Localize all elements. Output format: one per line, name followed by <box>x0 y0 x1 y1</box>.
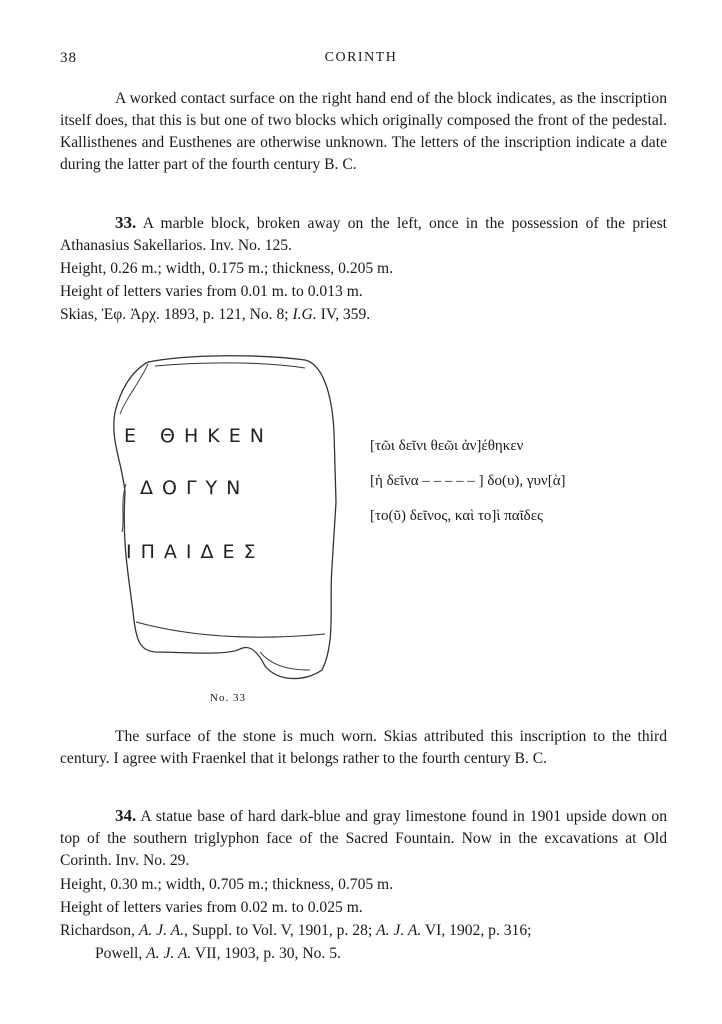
entry-34-number: 34. <box>115 806 137 825</box>
ref-journal: Ἐφ. Ἀρχ. <box>101 306 160 323</box>
entry-33-letter-height: Height of letters varies from 0.01 m. to 0.013 m. <box>60 283 363 300</box>
ref-mid: 1893, p. 121, No. 8; <box>159 306 293 323</box>
restoration-line-1: [τῶι δεῖνι θεῶι ἀν]έθηκεν <box>370 438 524 454</box>
entry-34-letter-height: Height of letters varies from 0.02 m. to 0.025 m. <box>60 899 363 916</box>
ref2-author: Powell, <box>95 945 147 962</box>
entry-34-description-text: A statue base of hard dark-blue and gray limestone found in 1901 upside down on top of the southern triglyphon face of the Sacred Fountain. Now in the excavations at Old Corinth. Inv. No. 29. <box>60 808 667 869</box>
ref1-mid: , Suppl. to Vol. V, 1901, p. 28; <box>184 922 377 939</box>
ref-ig: I.G. <box>292 306 317 323</box>
restoration-line-2: [ἡ δεῖνα – – – – – ] δο(υ), γυν[ὰ] <box>370 473 566 489</box>
ref2-end: VII, 1903, p. 30, No. 5. <box>191 945 341 962</box>
entry-34-description <box>60 805 667 872</box>
page-number: 38 <box>60 50 77 66</box>
entry-34-reference-1 <box>60 920 670 942</box>
entry-33-commentary: The surface of the stone is much worn. Skias attributed this inscription to the third century. I agree with Fraenkel that it belongs rather to the fourth century B. C. <box>60 728 667 767</box>
figure-caption: No. 33 <box>210 692 246 704</box>
entry-33-description <box>60 212 667 257</box>
entry-33-description-text: A marble block, broken away on the left, once in the possession of the priest Athanasius Sakellarios. Inv. No. 125. <box>60 215 667 254</box>
ref1-author: Richardson, <box>60 922 139 939</box>
ref1-end: VI, 1902, p. 316; <box>421 922 532 939</box>
intro-paragraph: A worked contact surface on the right hand end of the block indicates, as the inscription itself does, that this is but one of two blocks which originally composed the front of the pedestal. Kallisthenes and Eusthenes are otherwise unknown. The letters of the inscription indicate a date during the latter part of the fourth century B. C. <box>60 90 667 173</box>
ref2-journal: A. J. A. <box>146 945 192 962</box>
inscription-line-1: Ε ΘΗΚΕΝ <box>124 425 273 447</box>
entry-33-dimensions: Height, 0.26 m.; width, 0.175 m.; thickness, 0.205 m. <box>60 260 394 277</box>
ref1-journal-b: A. J. A. <box>376 922 422 939</box>
inscription-line-2: ΔΟΓΥΝ <box>140 477 250 499</box>
ref1-journal-a: A. J. A. <box>138 922 185 939</box>
entry-34-reference-2 <box>95 943 705 965</box>
ref-author: Skias, <box>60 306 102 323</box>
entry-33-number: 33. <box>115 213 137 232</box>
running-title: CORINTH <box>324 50 398 65</box>
entry-34-dimensions: Height, 0.30 m.; width, 0.705 m.; thickness, 0.705 m. <box>60 876 394 893</box>
inscription-line-3: ΙΠΑΙΔΕΣ <box>126 541 265 563</box>
ref-end: IV, 359. <box>316 306 371 323</box>
restoration-line-3: [το(ῦ) δεῖνος, καὶ το]ὶ παῖδες <box>370 508 543 524</box>
entry-33-reference <box>60 304 670 326</box>
stone-drawing <box>100 352 350 692</box>
